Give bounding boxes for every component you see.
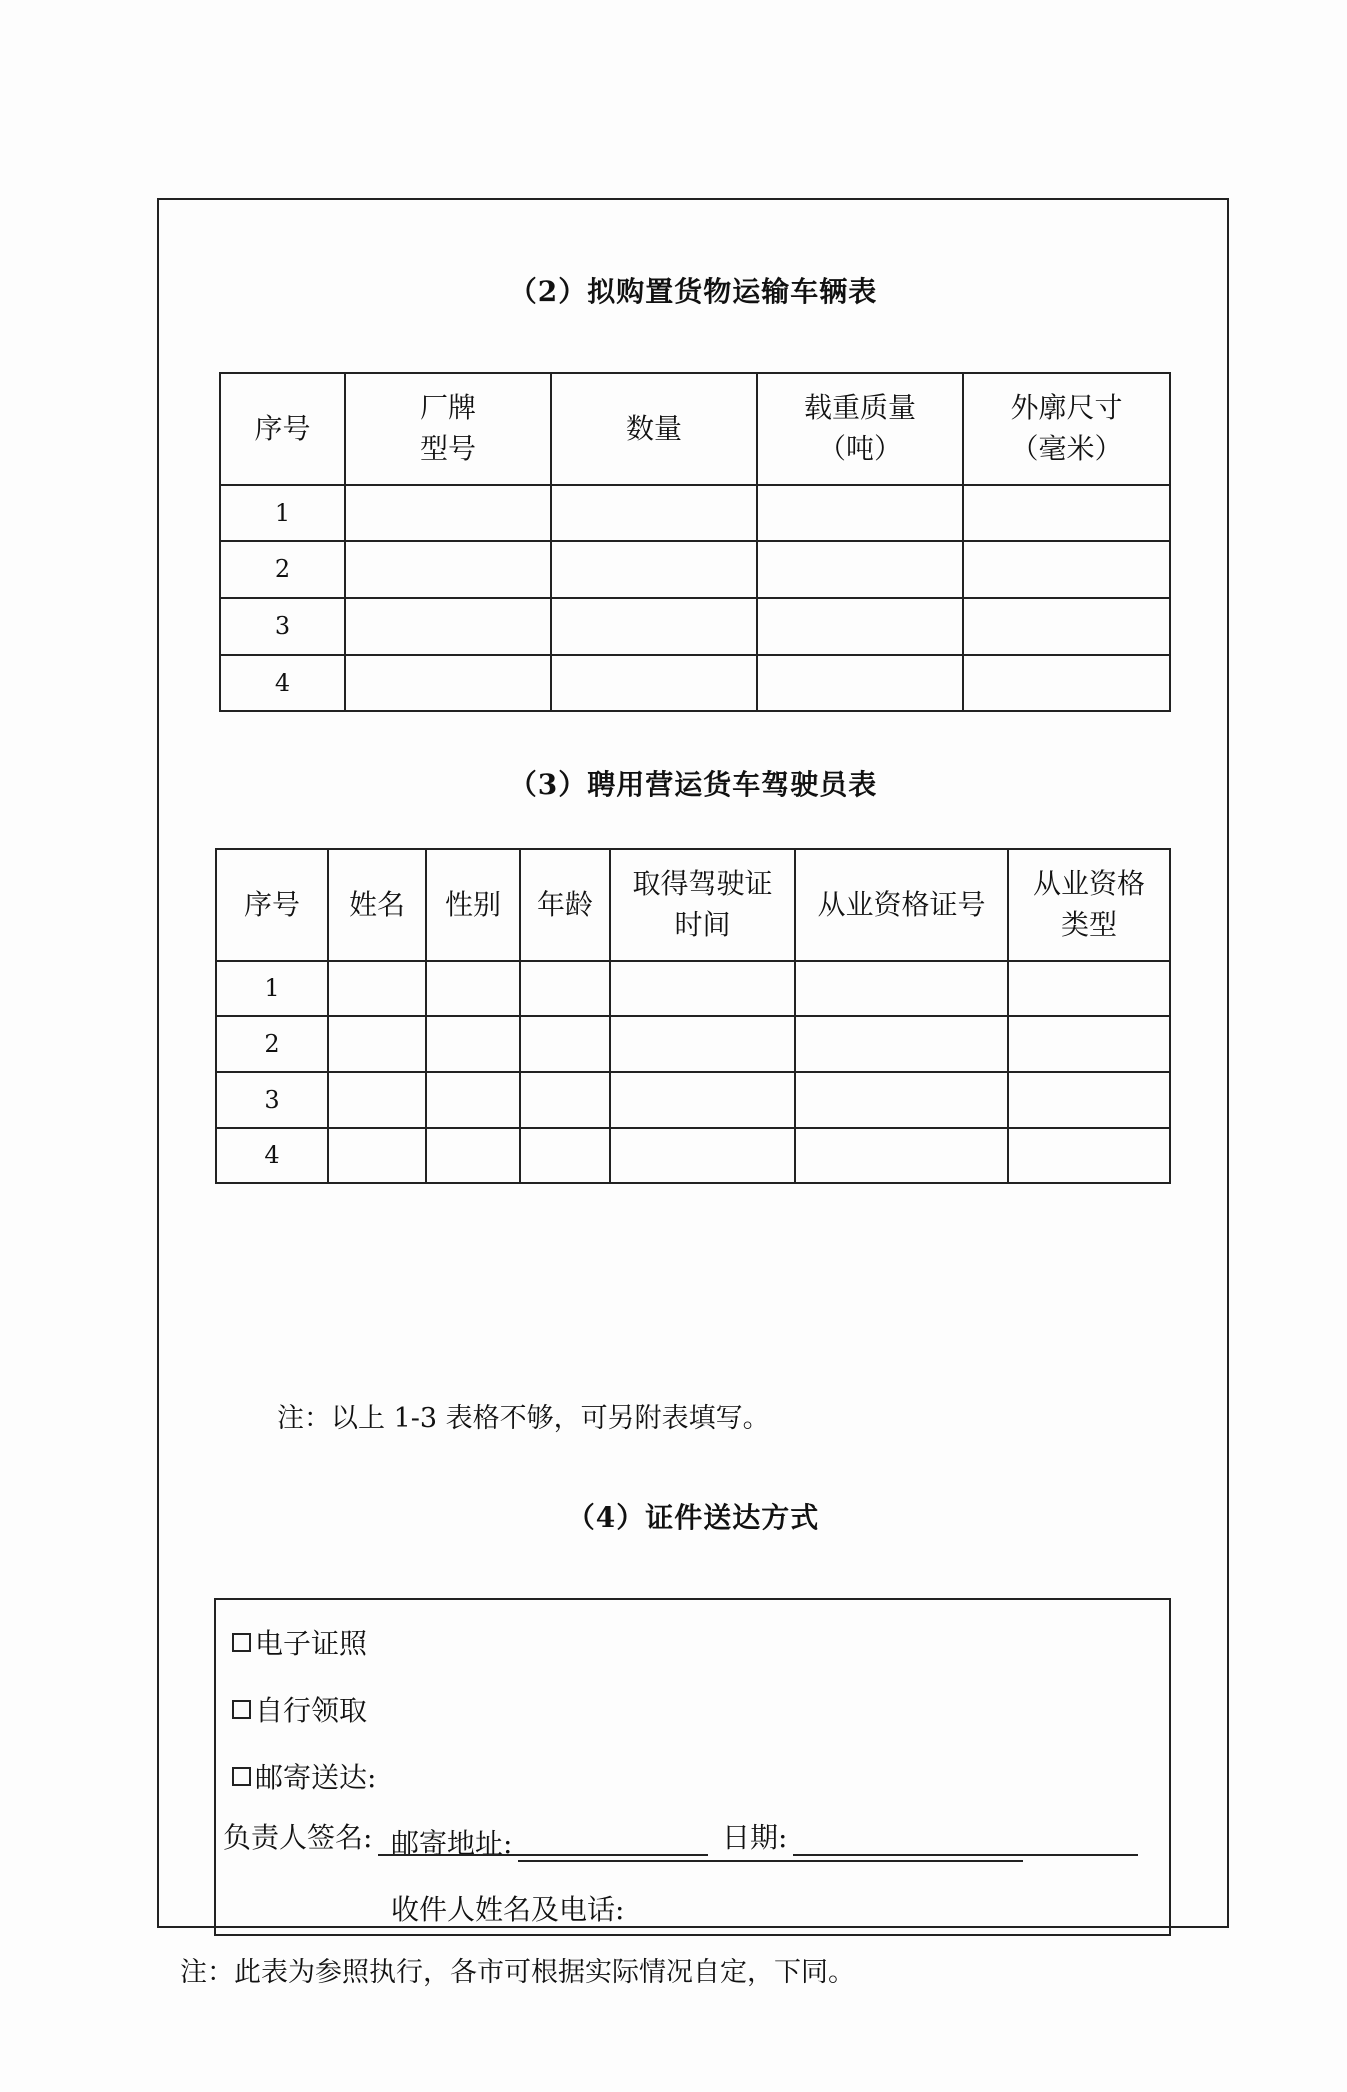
cell-cert-type[interactable]: [1008, 1016, 1170, 1072]
header-quantity: 数量: [551, 373, 757, 485]
table-row: [216, 1016, 1170, 1072]
header-cert-no: 从业资格证号: [795, 849, 1008, 961]
table-row: [220, 485, 1170, 541]
cell-model[interactable]: [345, 655, 551, 711]
cell-age[interactable]: [520, 1016, 610, 1072]
cell-quantity[interactable]: [551, 485, 757, 541]
signer-field[interactable]: 负责人签名:: [223, 1816, 708, 1856]
table-row: [220, 541, 1170, 598]
cell-age[interactable]: [520, 961, 610, 1016]
tables-note: 注：以上 1-3 表格不够，可另附表填写。: [277, 1403, 770, 1434]
header-name: 姓名: [328, 849, 426, 961]
cell-license-time[interactable]: [610, 1128, 795, 1183]
delivery-options-box: [214, 1598, 1171, 1936]
row-number: 4: [220, 655, 345, 711]
vehicles-header-row: [220, 373, 1170, 485]
header-model: 厂牌 型号: [345, 373, 551, 485]
header-load: 载重质量 （吨）: [757, 373, 963, 485]
cell-size[interactable]: [963, 541, 1170, 598]
cell-cert-type[interactable]: [1008, 1072, 1170, 1128]
cell-load[interactable]: [757, 485, 963, 541]
cell-quantity[interactable]: [551, 655, 757, 711]
signer-input[interactable]: [378, 1828, 708, 1856]
cell-load[interactable]: [757, 655, 963, 711]
cell-age[interactable]: [520, 1128, 610, 1183]
form-frame: [157, 198, 1229, 1928]
option-electronic[interactable]: 电子证照: [232, 1622, 367, 1662]
checkbox-icon[interactable]: [232, 1633, 251, 1652]
header-seq: 序号: [216, 849, 328, 961]
option-self-pickup[interactable]: 自行领取: [232, 1689, 367, 1729]
recipient-field[interactable]: 收件人姓名及电话:: [391, 1888, 970, 1928]
header-cert-type: 从业资格 类型: [1008, 849, 1170, 961]
option-mail[interactable]: 邮寄送达:: [232, 1756, 376, 1796]
header-size: 外廓尺寸 （毫米）: [963, 373, 1170, 485]
table-row: [216, 961, 1170, 1016]
cell-quantity[interactable]: [551, 541, 757, 598]
row-number: 3: [220, 598, 345, 655]
row-number: 4: [216, 1128, 328, 1183]
cell-name[interactable]: [328, 1016, 426, 1072]
cell-size[interactable]: [963, 598, 1170, 655]
table-row: [220, 598, 1170, 655]
table-row: [216, 1128, 1170, 1183]
vehicles-table-title: （2）拟购置货物运输车辆表: [508, 275, 878, 308]
cell-size[interactable]: [963, 655, 1170, 711]
row-number: 2: [220, 541, 345, 598]
recipient-input[interactable]: [630, 1900, 970, 1928]
cell-license-time[interactable]: [610, 961, 795, 1016]
cell-gender[interactable]: [426, 961, 520, 1016]
cell-gender[interactable]: [426, 1016, 520, 1072]
table-row: [216, 1072, 1170, 1128]
table-row: [220, 655, 1170, 711]
cell-license-time[interactable]: [610, 1072, 795, 1128]
checkbox-icon[interactable]: [232, 1700, 251, 1719]
cell-gender[interactable]: [426, 1072, 520, 1128]
cell-name[interactable]: [328, 1072, 426, 1128]
footer-note: 注：此表为参照执行，各市可根据实际情况自定，下同。: [180, 1957, 855, 1988]
cell-license-time[interactable]: [610, 1016, 795, 1072]
drivers-table-title: （3）聘用营运货车驾驶员表: [508, 768, 878, 801]
cell-name[interactable]: [328, 961, 426, 1016]
checkbox-icon[interactable]: [232, 1767, 251, 1786]
mail-address-field[interactable]: 邮寄地址:: [391, 1822, 1023, 1862]
cell-cert-no[interactable]: [795, 1016, 1008, 1072]
row-number: 2: [216, 1016, 328, 1072]
header-age: 年龄: [520, 849, 610, 961]
cell-cert-type[interactable]: [1008, 961, 1170, 1016]
cell-load[interactable]: [757, 598, 963, 655]
drivers-header-row: [216, 849, 1170, 961]
cell-gender[interactable]: [426, 1128, 520, 1183]
header-gender: 性别: [426, 849, 520, 961]
row-number: 1: [216, 961, 328, 1016]
vehicles-table: [219, 372, 1171, 712]
row-number: 3: [216, 1072, 328, 1128]
cell-cert-no[interactable]: [795, 1128, 1008, 1183]
cell-model[interactable]: [345, 598, 551, 655]
cell-age[interactable]: [520, 1072, 610, 1128]
cell-size[interactable]: [963, 485, 1170, 541]
cell-model[interactable]: [345, 485, 551, 541]
date-input[interactable]: [793, 1828, 1138, 1856]
cell-load[interactable]: [757, 541, 963, 598]
header-seq: 序号: [220, 373, 345, 485]
delivery-title: （4）证件送达方式: [566, 1501, 820, 1534]
date-field[interactable]: 日期:: [722, 1816, 1138, 1856]
cell-model[interactable]: [345, 541, 551, 598]
cell-cert-no[interactable]: [795, 961, 1008, 1016]
cell-quantity[interactable]: [551, 598, 757, 655]
cell-name[interactable]: [328, 1128, 426, 1183]
cell-cert-type[interactable]: [1008, 1128, 1170, 1183]
cell-cert-no[interactable]: [795, 1072, 1008, 1128]
drivers-table: [215, 848, 1171, 1184]
header-license-time: 取得驾驶证 时间: [610, 849, 795, 961]
row-number: 1: [220, 485, 345, 541]
